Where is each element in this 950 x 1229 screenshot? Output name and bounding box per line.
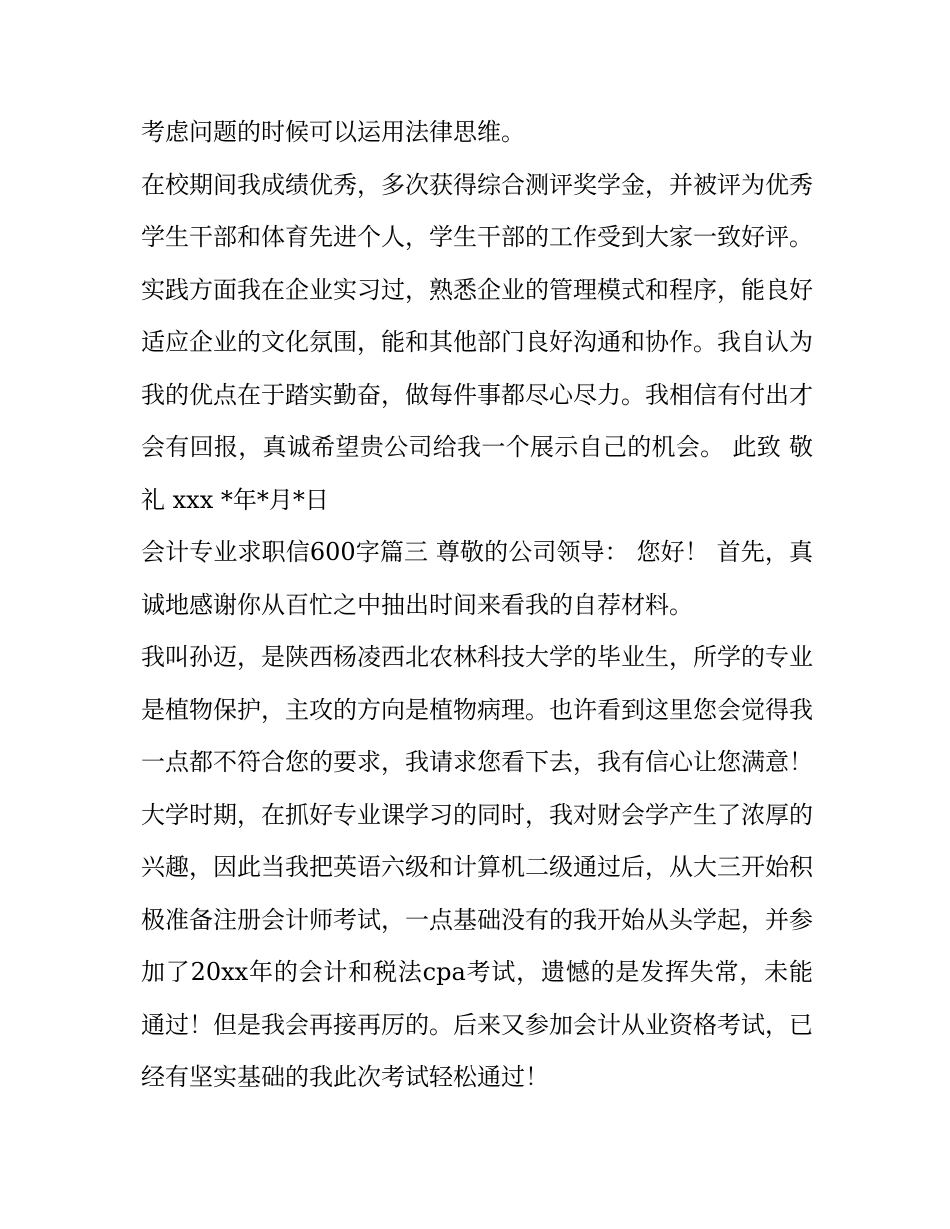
paragraph: 在校期间我成绩优秀，多次获得综合测评奖学金，并被评为优秀学生干部和体育先进个人，学生干部的工作受到大家一致好评。实践方面我在企业实习过，熟悉企业的管理模式和程序，能良好适应企业的文化氛围，能和其他部门良好沟通和协作。我自认为我的优点在于踏实勤奋，做每件事都尽心尽力。我相信有付出才会有回报，真诚希望贵公司给我一个展示自己的机会。 此致 敬礼 xxx *年*月*日 xyxy=(141,170,813,514)
paragraph: 大学时期，在抓好专业课学习的同时，我对财会学产生了浓厚的兴趣，因此当我把英语六级和计算机二级通过后，从大三开始积极准备注册会计师考试，一点基础没有的我开始从头学起，并参加了20xx年的会计和税法cpa考试，遗憾的是发挥失常，未能通过！但是我会再接再厉的。后来又参加会计从业资格考试，已经有坚实基础的我此次考试轻松通过！ xyxy=(141,800,813,1091)
paragraph: 我叫孙迈，是陕西杨凌西北农林科技大学的毕业生，所学的专业是植物保护，主攻的方向是植物病理。也许看到这里您会觉得我一点都不符合您的要求，我请求您看下去，我有信心让您满意！ xyxy=(141,643,813,776)
document-body xyxy=(141,106,813,1104)
paragraph: 会计专业求职信600字篇三 尊敬的公司领导： 您好！ 首先，真诚地感谢你从百忙之中抽出时间来看我的自荐材料。 xyxy=(141,538,813,619)
paragraph: 考虑问题的时候可以运用法律思维。 xyxy=(141,118,525,146)
